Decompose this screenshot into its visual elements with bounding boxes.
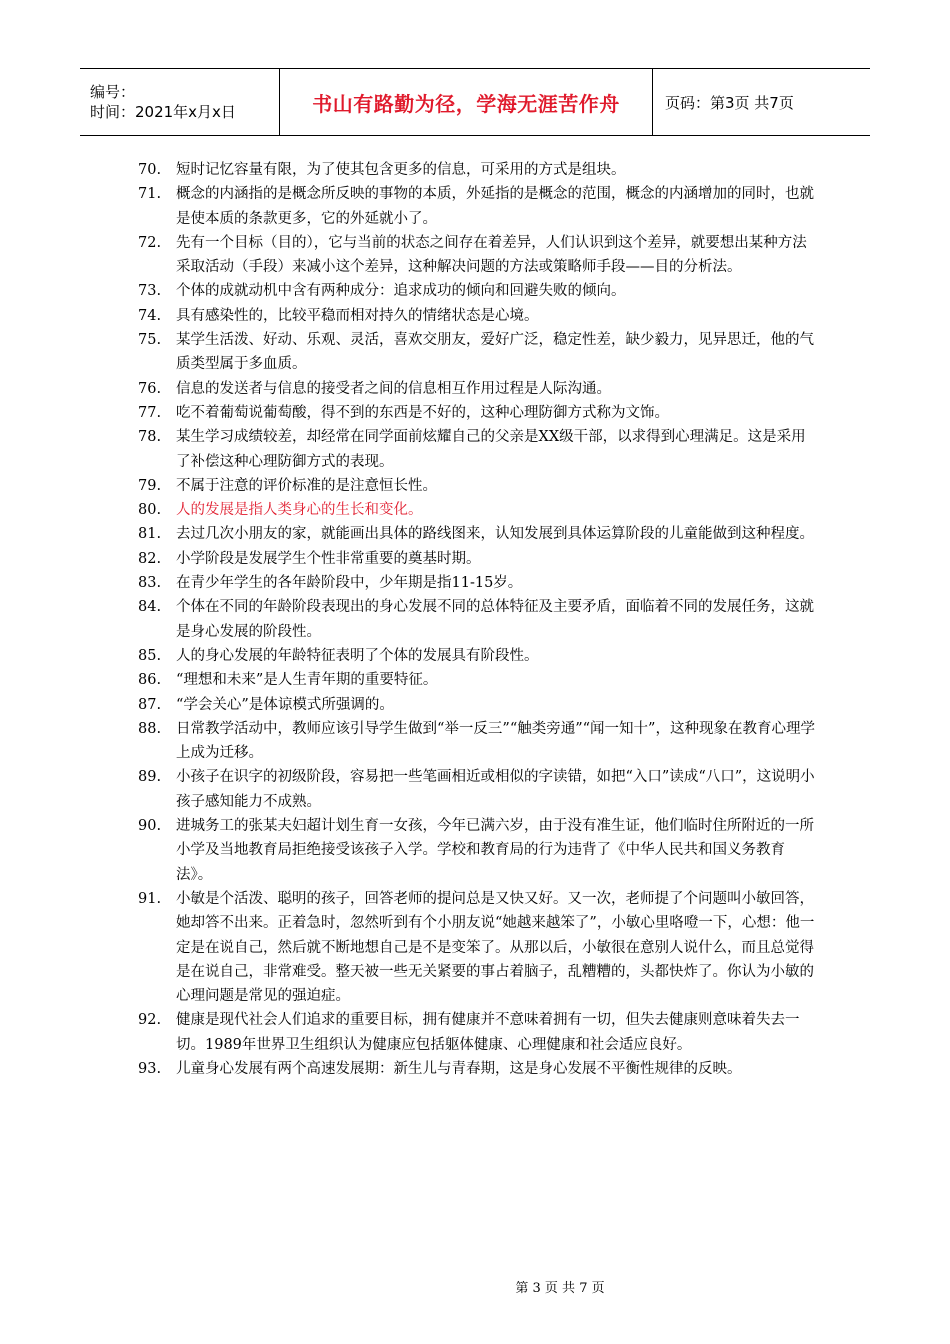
item-number: 90. — [138, 818, 162, 835]
item-text: 进城务工的张某夫妇超计划生育一女孩，今年已满六岁，由于没有准生证，他们临时住所附近的一所小学及当地教育局拒绝接受该孩子入学。学校和教育局的行为违背了《中华人民共和国义务教育法》。 — [176, 818, 814, 883]
page-info-text: 页码：第3页 共7页 — [665, 93, 794, 112]
list-item — [138, 814, 818, 887]
item-number: 88. — [138, 720, 162, 737]
item-text: “理想和未来”是人生青年期的重要特征。 — [176, 672, 438, 689]
item-text: 日常教学活动中，教师应该引导学生做到“举一反三”“触类旁通”“闻一知十”，这种现象在教育心理学上成为迁移。 — [176, 720, 815, 762]
item-text: 先有一个目标（目的），它与当前的状态之间存在着差异，人们认识到这个差异，就要想出某种方法采取活动（手段）来减小这个差异，这种解决问题的方法或策略师手段——目的分析法。 — [176, 234, 807, 276]
item-number: 93. — [138, 1060, 162, 1077]
list-item — [138, 474, 818, 498]
item-number: 81. — [138, 526, 162, 543]
list-item — [138, 522, 818, 546]
list-item — [138, 328, 818, 377]
item-number: 85. — [138, 647, 162, 664]
item-number: 82. — [138, 550, 162, 567]
item-text: 不属于注意的评价标准的是注意恒长性。 — [176, 477, 437, 494]
item-number: 84. — [138, 599, 162, 616]
list-item — [138, 547, 818, 571]
item-number: 87. — [138, 696, 162, 713]
header-motto — [280, 69, 653, 135]
item-number: 79. — [138, 477, 162, 494]
item-text: 概念的内涵指的是概念所反映的事物的本质，外延指的是概念的范围，概念的内涵增加的同时，也就是使本质的条款更多，它的外延就小了。 — [176, 186, 814, 227]
item-number: 89. — [138, 769, 162, 786]
item-number: 80. — [138, 502, 162, 519]
numbered-list — [138, 158, 818, 1081]
item-number: 70. — [138, 162, 162, 178]
item-text: 吃不着葡萄说葡萄酸，得不到的东西是不好的，这种心理防御方式称为文饰。 — [176, 404, 669, 421]
item-text: 人的身心发展的年龄特征表明了个体的发展具有阶段性。 — [176, 647, 539, 664]
list-item — [138, 1057, 818, 1081]
item-number: 73. — [138, 283, 162, 300]
item-text: 小学阶段是发展学生个性非常重要的奠基时期。 — [176, 550, 481, 567]
item-number: 76. — [138, 380, 162, 397]
item-number: 71. — [138, 186, 162, 203]
code-label: 编号： — [90, 83, 136, 101]
list-item — [138, 182, 818, 231]
item-text: 健康是现代社会人们追求的重要目标，拥有健康并不意味着拥有一切，但失去健康则意味着失去一切。1989年世界卫生组织认为健康应包括躯体健康、心理健康和社会适应良好。 — [176, 1012, 800, 1053]
date-label: 时间：2021年x月x日 — [90, 103, 236, 121]
list-item — [138, 717, 818, 766]
motto-text: 书山有路勤为径，学海无涯苦作舟 — [312, 91, 620, 116]
list-item — [138, 571, 818, 595]
list-item — [138, 644, 818, 668]
header-meta — [80, 69, 280, 135]
item-number: 83. — [138, 575, 162, 592]
header-page-info — [653, 69, 870, 135]
page-footer: 第 3 页 共 7 页 — [515, 1281, 605, 1296]
item-number: 72. — [138, 234, 162, 251]
list-item — [138, 304, 818, 328]
list-item — [138, 377, 818, 401]
item-text: 信息的发送者与信息的接受者之间的信息相互作用过程是人际沟通。 — [176, 380, 611, 397]
item-number: 86. — [138, 672, 162, 689]
item-number: 74. — [138, 307, 162, 324]
item-text: 短时记忆容量有限，为了使其包含更多的信息，可采用的方式是组块。 — [176, 162, 626, 178]
item-text: 去过几次小朋友的家，就能画出具体的路线图来，认知发展到具体运算阶段的儿童能做到这种程度。 — [176, 526, 814, 543]
item-text: 某学生活泼、好动、乐观、灵活，喜欢交朋友，爱好广泛，稳定性差，缺少毅力，见异思迁，他的气质类型属于多血质。 — [176, 332, 814, 373]
list-item — [138, 765, 818, 814]
item-text: 个体在不同的年龄阶段表现出的身心发展不同的总体特征及主要矛盾，面临着不同的发展任务，这就是身心发展的阶段性。 — [176, 599, 814, 640]
item-text: 人的发展是指人类身心的生长和变化。 — [176, 502, 423, 519]
list-item — [138, 887, 818, 1008]
item-number: 75. — [138, 332, 162, 349]
item-text: 小敏是个活泼、聪明的孩子，回答老师的提问总是又快又好。又一次，老师提了个问题叫小敏回答，她却答不出来。正着急时，忽然听到有个小朋友说“她越来越笨了”，小敏心里咯噔一下，心想：他一定是在说自己，然后就不断地想自己是不是变笨了。从那以后，小敏很在意别人说什么，而且总觉得是在说自己，非常难受。整天被一些无关紧要的事占着脑子，乱糟糟的，头都快炸了。你认为小敏的心理问题是常见的强迫症。 — [176, 890, 815, 1005]
item-text: 个体的成就动机中含有两种成分：追求成功的倾向和回避失败的倾向。 — [176, 283, 626, 300]
item-text: 小孩子在识字的初级阶段，容易把一些笔画相近或相似的字读错，如把“入口”读成“八口”，这说明小孩子感知能力不成熟。 — [176, 769, 815, 810]
list-item — [138, 693, 818, 717]
list-item — [138, 498, 818, 522]
item-number: 78. — [138, 429, 162, 446]
item-number: 92. — [138, 1012, 162, 1029]
list-item — [138, 1008, 818, 1057]
list-item — [138, 425, 818, 474]
item-number: 91. — [138, 890, 162, 907]
list-item — [138, 158, 818, 182]
item-text: 某生学习成绩较差，却经常在同学面前炫耀自己的父亲是XX级干部，以求得到心理满足。这是采用了补偿这种心理防御方式的表现。 — [176, 429, 806, 470]
list-item — [138, 668, 818, 692]
item-number: 77. — [138, 404, 162, 421]
item-text: 儿童身心发展有两个高速发展期：新生儿与青春期，这是身心发展不平衡性规律的反映。 — [176, 1060, 742, 1077]
item-text: 在青少年学生的各年龄阶段中，少年期是指11-15岁。 — [176, 575, 523, 592]
item-text: 具有感染性的，比较平稳而相对持久的情绪状态是心境。 — [176, 307, 539, 324]
item-text: “学会关心”是体谅模式所强调的。 — [176, 696, 394, 713]
list-item — [138, 279, 818, 303]
page-header — [80, 68, 870, 136]
list-item — [138, 401, 818, 425]
list-item — [138, 231, 818, 280]
list-item — [138, 595, 818, 644]
